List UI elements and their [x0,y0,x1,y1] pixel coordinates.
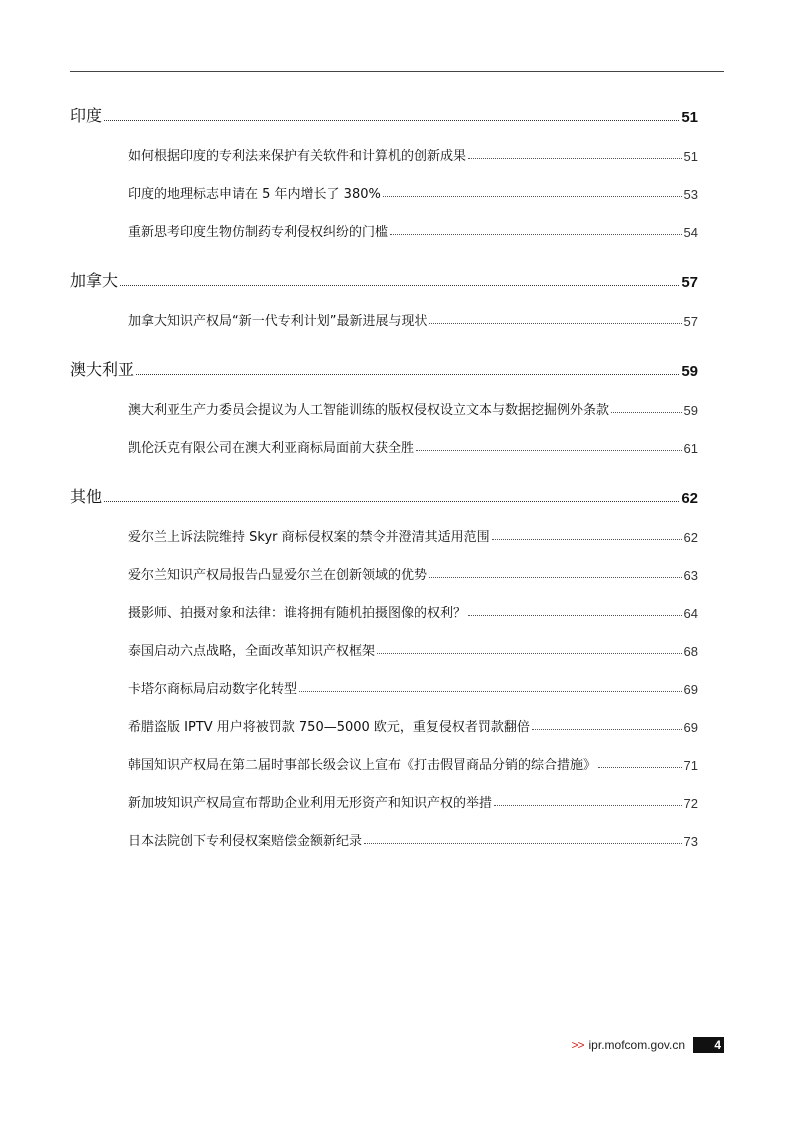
dot-leader [390,234,682,235]
dot-leader [494,805,682,806]
toc-entry-page: 54 [683,225,698,240]
dot-leader [611,412,682,413]
table-of-contents [70,96,698,870]
toc-entry[interactable] [128,164,698,202]
toc-entry-page: 72 [683,796,698,811]
toc-entry[interactable] [128,507,698,545]
toc-entry[interactable] [128,380,698,418]
toc-heading[interactable] [70,96,698,126]
toc-entry-page: 73 [683,834,698,849]
toc-entry-title: 希腊盗版 IPTV 用户将被罚款 750—5000 欧元，重复侵权者罚款翻倍 [128,720,530,735]
toc-entry-title: 如何根据印度的专利法来保护有关软件和计算机的创新成果 [128,149,467,164]
toc-entry-page: 63 [683,568,698,583]
toc-entry[interactable] [128,291,698,329]
dot-leader [104,120,679,121]
dot-leader [416,450,682,451]
toc-entry-page: 57 [683,314,698,329]
dot-leader [364,843,682,844]
toc-heading-page: 57 [681,274,698,291]
toc-heading-page: 62 [681,490,698,507]
toc-entry-title: 新加坡知识产权局宣布帮助企业利用无形资产和知识产权的举措 [128,796,493,811]
toc-entry-page: 69 [683,682,698,697]
toc-heading[interactable] [70,477,698,507]
toc-section-india [70,96,698,240]
toc-section-australia [70,350,698,456]
toc-heading[interactable] [70,261,698,291]
dot-leader [429,323,681,324]
toc-entry-title: 爱尔兰上诉法院维持 Skyr 商标侵权案的禁令并澄清其适用范围 [128,530,490,545]
toc-heading-title: 印度 [70,106,103,125]
dot-leader [492,539,682,540]
dot-leader [104,501,679,502]
dot-leader [468,158,682,159]
dot-leader [299,691,682,692]
toc-entry-page: 59 [683,403,698,418]
toc-entry-title: 韩国知识产权局在第二届时事部长级会议上宣布《打击假冒商品分销的综合措施》 [128,758,597,773]
toc-entry[interactable] [128,659,698,697]
toc-entry-page: 71 [683,758,698,773]
dot-leader [136,374,679,375]
toc-entry[interactable] [128,735,698,773]
toc-entry-title: 印度的地理标志申请在 5 年内增长了 380% [128,187,381,202]
toc-entry-page: 69 [683,720,698,735]
toc-entry[interactable] [128,697,698,735]
dot-leader [120,285,679,286]
dot-leader [383,196,682,197]
toc-entry[interactable] [128,621,698,659]
toc-entry[interactable] [128,583,698,621]
toc-section-other [70,477,698,849]
dot-leader [468,615,682,616]
toc-entry-title: 重新思考印度生物仿制药专利侵权纠纷的门槛 [128,225,389,240]
toc-entry-title: 泰国启动六点战略，全面改革知识产权框架 [128,644,376,659]
toc-entry-page: 51 [683,149,698,164]
dot-leader [532,729,682,730]
toc-entry[interactable] [128,811,698,849]
header-rule [70,71,724,72]
toc-entry-title: 爱尔兰知识产权局报告凸显爱尔兰在创新领域的优势 [128,568,428,583]
toc-heading-page: 59 [681,363,698,380]
toc-entry-title: 加拿大知识产权局“新一代专利计划”最新进展与现状 [128,314,428,329]
toc-entry-page: 61 [683,441,698,456]
toc-heading-page: 51 [681,109,698,126]
dot-leader [377,653,682,654]
footer-url[interactable]: ipr.mofcom.gov.cn [588,1038,685,1052]
toc-entry-page: 68 [683,644,698,659]
dot-leader [429,577,682,578]
dot-leader [598,767,682,768]
toc-section-canada [70,261,698,329]
toc-heading-title: 澳大利亚 [70,360,135,379]
toc-entry-title: 日本法院创下专利侵权案赔偿金额新纪录 [128,834,363,849]
double-chevron-right-icon: >> [571,1038,584,1052]
toc-entry-page: 53 [683,187,698,202]
toc-entry-page: 62 [683,530,698,545]
toc-heading-title: 其他 [70,487,103,506]
toc-entry[interactable] [128,126,698,164]
toc-entry[interactable] [128,202,698,240]
toc-entry-title: 澳大利亚生产力委员会提议为人工智能训练的版权侵权设立文本与数据挖掘例外条款 [128,403,610,418]
toc-entry[interactable] [128,545,698,583]
toc-entry-title: 凯伦沃克有限公司在澳大利亚商标局面前大获全胜 [128,441,415,456]
toc-entry-title: 摄影师、拍摄对象和法律：谁将拥有随机拍摄图像的权利？ [128,606,467,621]
toc-entry-page: 64 [683,606,698,621]
page-number-badge: 4 [693,1037,724,1053]
toc-entry[interactable] [128,418,698,456]
page-footer [560,1036,724,1054]
toc-entry-title: 卡塔尔商标局启动数字化转型 [128,682,298,697]
toc-entry[interactable] [128,773,698,811]
toc-heading[interactable] [70,350,698,380]
toc-heading-title: 加拿大 [70,271,119,290]
